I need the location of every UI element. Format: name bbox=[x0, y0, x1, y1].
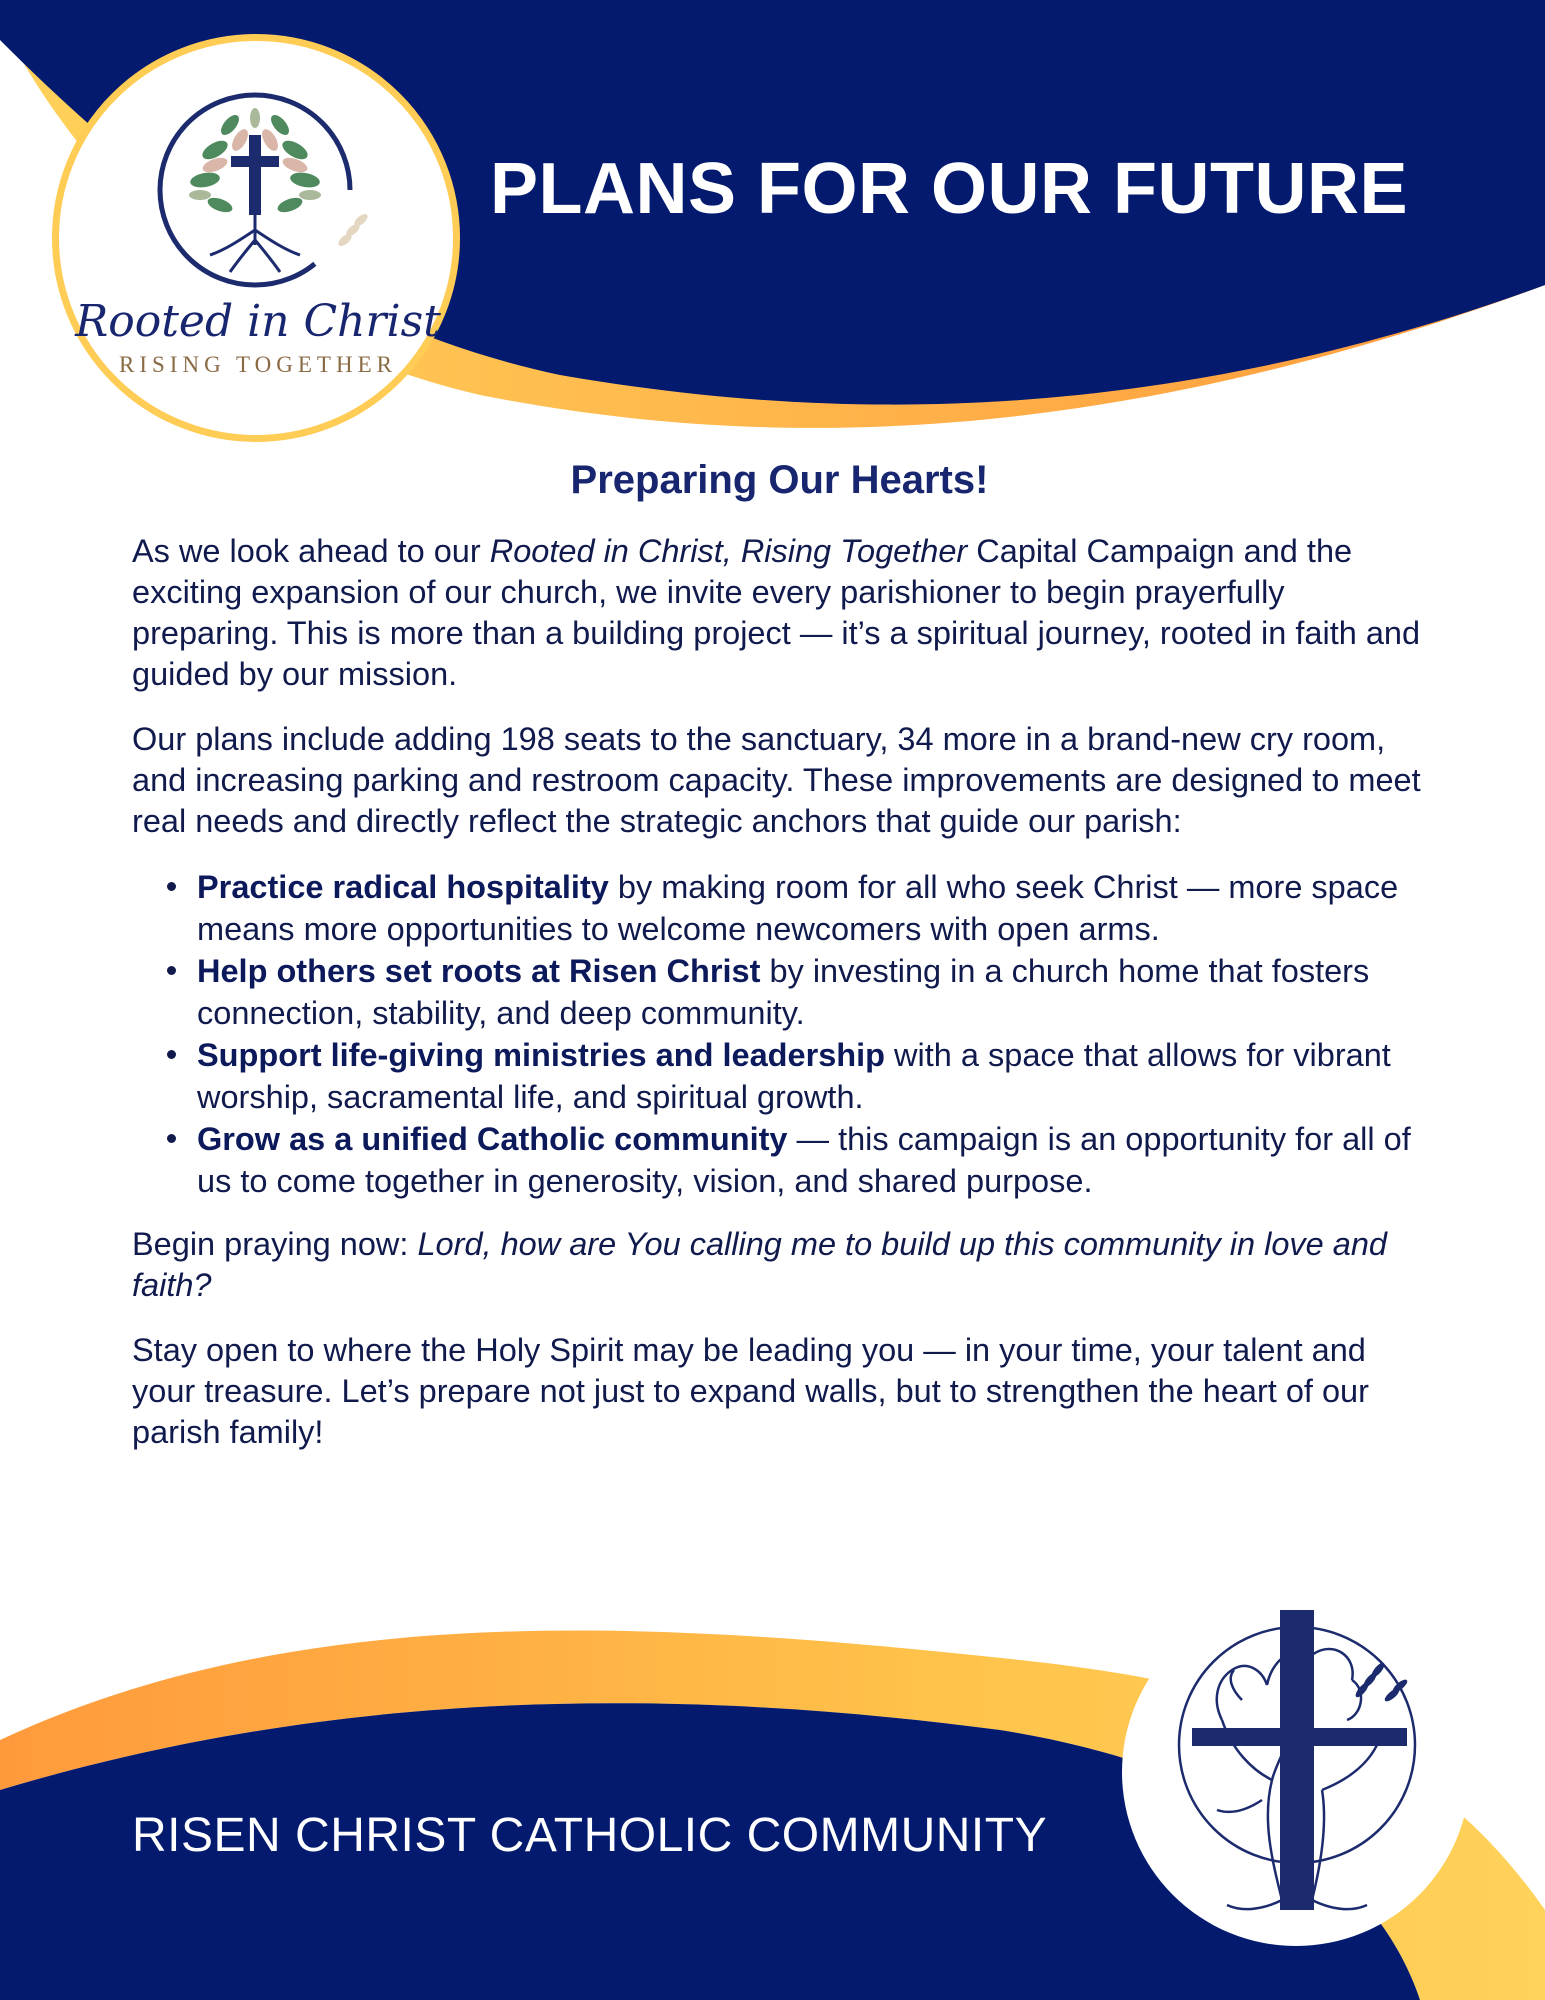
list-item bbox=[197, 866, 1427, 950]
campaign-name: Rooted in Christ, Rising Together bbox=[489, 533, 968, 569]
list-item-text: with a space that allows for vibrant worship, sacramental life, and spiritual growth. bbox=[197, 1037, 1391, 1115]
list-item bbox=[197, 1034, 1427, 1118]
list-item bbox=[197, 950, 1427, 1034]
logo-title: Rooted in Christ bbox=[75, 296, 441, 347]
page-title: PLANS FOR OUR FUTURE bbox=[490, 149, 1408, 229]
intro-paragraph bbox=[132, 531, 1427, 695]
bullet-icon bbox=[167, 1050, 176, 1059]
tree-cross-icon bbox=[145, 80, 385, 320]
bullet-icon bbox=[167, 1134, 176, 1143]
list-item-bold: Help others set roots at Risen Christ bbox=[197, 953, 761, 989]
list-item-text: by making room for all who seek Christ — more space means more opportunities to welcome newcomers with open arms. bbox=[197, 869, 1399, 947]
section-heading: Preparing Our Hearts! bbox=[570, 458, 989, 502]
footer-community-name: RISEN CHRIST CATHOLIC COMMUNITY bbox=[132, 1809, 1048, 1862]
list-item-bold: Grow as a unified Catholic community bbox=[197, 1121, 788, 1157]
logo-subtitle: RISING TOGETHER bbox=[119, 352, 397, 377]
list-item bbox=[197, 1118, 1427, 1202]
prayer-paragraph bbox=[132, 1224, 1427, 1306]
main-content bbox=[132, 458, 1427, 1477]
list-item-bold: Support life-giving ministries and leadership bbox=[197, 1037, 886, 1073]
prayer-intro: Begin praying now: bbox=[132, 1226, 418, 1262]
bullet-icon bbox=[167, 882, 176, 891]
intro-text-b: Capital Campaign and the exciting expansion of our church, we invite every parishioner to begin prayerfully preparing. This is more than a building project — it’s a spiritual journey, rooted in faith and guided by our mission. bbox=[132, 533, 1421, 692]
tree-cross-emblem-icon bbox=[1162, 1600, 1432, 1930]
prayer-text: Lord, how are You calling me to build up this community in love and faith? bbox=[132, 1226, 1388, 1303]
anchors-list bbox=[132, 866, 1427, 1202]
list-item-bold: Practice radical hospitality bbox=[197, 869, 609, 905]
intro-text-a: As we look ahead to our bbox=[132, 533, 490, 569]
plans-paragraph: Our plans include adding 198 seats to the sanctuary, 34 more in a brand-new cry room, and increasing parking and restroom capacity. These improvements are designed to meet real needs and directly reflect the strategic anchors that guide our parish: bbox=[132, 721, 1421, 839]
closing-paragraph: Stay open to where the Holy Spirit may be leading you — in your time, your talent and your treasure. Let’s prepare not just to expand walls, but to strengthen the heart of our parish family! bbox=[132, 1332, 1369, 1450]
list-item-text: — this campaign is an opportunity for all of us to come together in generosity, vision, and shared purpose. bbox=[197, 1121, 1411, 1199]
bullet-icon bbox=[167, 966, 176, 975]
list-item-text: by investing in a church home that fosters connection, stability, and deep community. bbox=[197, 953, 1370, 1031]
